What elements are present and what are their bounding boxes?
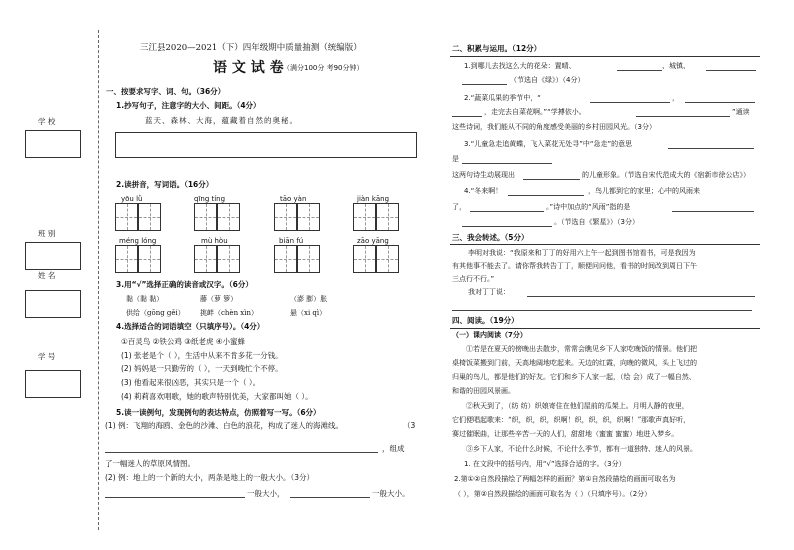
q3-option[interactable]: （澎 膨）胀: [290, 295, 328, 303]
q1-title: 1.抄写句子，注意字的大小、间距。（4分）: [116, 101, 261, 110]
q3-option[interactable]: 悬（xi qì）: [290, 309, 327, 317]
p2-q3d: 的儿童形象。（节选自宋代范成大的《宿新市徐公店》）: [582, 171, 750, 179]
school-label: 学 校: [38, 117, 56, 126]
q4-title: 4.选择适合的词语填空（只填序号）。（4分）: [116, 322, 265, 331]
char-box[interactable]: [297, 245, 320, 273]
p4-qa: 1. 在文段中的括号内，用“√”选择合适的字。（3分）: [464, 460, 626, 468]
number-label: 学 号: [38, 352, 56, 361]
q4-item[interactable]: (3) 他看起来很凶恶，其实只是一个（ ）。: [121, 378, 261, 387]
pinyin-2: qīng tíng: [194, 195, 226, 203]
p2-q4-blank[interactable]: [672, 211, 754, 212]
q3-title: 3.用“√”选择正确的读音或汉字。（6分）: [116, 280, 253, 289]
p3-text2: 有其他事不能去了。请你帮我转告丁丁，顺便问问他，看书的时间改到周日下午: [452, 262, 697, 270]
part2-heading: 二、积累与运用。（12分）: [452, 44, 542, 53]
p2-q2-blank[interactable]: [452, 116, 482, 117]
p2-q2e: 这些诗词，我们能从不同的角度感受美丽的乡村田园风光。（3分）: [452, 123, 656, 131]
p2-q3-blank[interactable]: [523, 179, 580, 180]
p2-q1-blank[interactable]: [462, 84, 507, 85]
p4-line: 赛过催眠曲，让那些辛苦一天的人们，甜甜地（蜜蜜 蜜蜜）地进入梦乡。: [452, 430, 679, 438]
copy-sentence-box[interactable]: [115, 132, 417, 158]
p2-q4a: 4.“冬来啊！: [464, 187, 503, 195]
name-label: 姓 名: [38, 271, 56, 280]
p2-q2a: 2.“蔬菜瓜果的季节中，“: [464, 94, 541, 102]
part2-divider: [450, 56, 760, 57]
p3-answer-line[interactable]: [527, 296, 755, 297]
char-box[interactable]: [274, 245, 297, 273]
number-field[interactable]: [25, 370, 81, 398]
p4-line: ①若是在夏天的傍晚出去散步，常常会瞧见乡下人家吃晚饭的情景。他们把: [466, 345, 697, 353]
part4-divider: [450, 328, 760, 329]
p4-qc: （ ），第②自然段描绘的画面可取名为（ ）（只填序号）。（2分）: [454, 490, 652, 498]
p2-q2-blank[interactable]: [636, 116, 730, 117]
p3-prompt: 我对丁丁说：: [468, 288, 510, 296]
score-info: （满分100分 考90分钟）: [283, 64, 364, 72]
p2-q4-blank[interactable]: [470, 211, 544, 212]
p2-q1b: 、城镇、: [662, 62, 690, 70]
exam-title: 三江县2020—2021（下）四年级期中质量抽测（统编版）: [140, 43, 362, 53]
char-box[interactable]: [115, 203, 138, 231]
p2-q4-blank[interactable]: [462, 226, 552, 227]
p3-text1: 李明对我说：“我原来和丁丁的好用六上午一起到图书馆看书，可是我因为: [468, 249, 696, 257]
p4-line: ③乡下人家，不论什么时候，不论什么季节，都有一道独特、迷人的风景。: [466, 445, 697, 453]
p4-line: 它们便唱起歌来：“织，织，织，织啊！织，织，织，织啊！”那歌声真好听，: [452, 416, 691, 424]
q4-options: ①百灵鸟 ②铁公鸡 ③纸老虎 ④小蜜蜂: [121, 337, 246, 346]
p4-line: 和谐的田园风景画。: [452, 387, 515, 395]
q5-answer-line[interactable]: [105, 452, 378, 453]
char-box[interactable]: [376, 203, 399, 231]
q4-item[interactable]: (4) 莉莉喜欢唱歌，她的歌声特别优美，大家都叫她（ ）。: [121, 392, 313, 401]
p2-q2c: ，走完去自菜花啊。”“学搏依小。: [484, 108, 586, 116]
p2-q4c: 了，: [452, 203, 466, 211]
p2-q3-blank[interactable]: [462, 163, 552, 164]
p2-q3-blank[interactable]: [668, 148, 754, 149]
pinyin-6: mù hòu: [201, 237, 228, 245]
q5-answer-line3[interactable]: [290, 497, 370, 498]
q2-title: 2.读拼音，写词语。（16分）: [116, 180, 214, 189]
q5-fill2b: 一般大小。: [372, 489, 410, 498]
q3-option[interactable]: 挑衅（chèn xìn）: [200, 309, 258, 317]
p2-q2d: ”通读: [732, 108, 750, 116]
q5-fill-tail: 了一幅迷人的草原风情图。: [105, 459, 195, 468]
char-box[interactable]: [138, 245, 161, 273]
char-box[interactable]: [353, 245, 376, 273]
p4-qb: 2.第①②自然段描绘了两幅怎样的画面？第①自然段描绘的画面可取名为: [454, 475, 676, 483]
p2-q1-source: （节选自《绿》）（4分）: [510, 76, 585, 84]
q4-item[interactable]: (1) 张老是个（ ），生活中从来不肯多花一分钱。: [121, 351, 283, 360]
p4-line: ②秋天到了，（纺 纺）织娘寄住在他们屋前的瓜架上。月明人静的夜里，: [466, 402, 689, 410]
p3-answer-line[interactable]: [452, 310, 752, 311]
p2-q1-blank[interactable]: [706, 70, 756, 71]
char-box[interactable]: [115, 245, 138, 273]
p2-q1: 1.到哪儿去找这么大的花朵：置晴、: [464, 62, 576, 70]
q5-answer-line2[interactable]: [105, 497, 245, 498]
q3-option[interactable]: 供给（gōng gěi）: [126, 309, 185, 317]
binding-fold-line: [98, 30, 99, 530]
p4-line: 归巢的鸟儿，都是他们的好友。它们和乡下人家一起，（绘 会）成了一幅自然、: [452, 373, 696, 381]
class-label: 班 别: [38, 229, 56, 238]
char-box[interactable]: [376, 245, 399, 273]
pinyin-5: méng lóng: [119, 237, 157, 245]
p2-q3c: 这两句诗生动展现出: [452, 171, 515, 179]
char-box[interactable]: [194, 203, 217, 231]
p3-text3: 三点行不行。”: [452, 275, 495, 283]
char-box[interactable]: [194, 245, 217, 273]
pinyin-8: zāo yāng: [357, 237, 389, 245]
pinyin-7: biān fú: [279, 237, 304, 245]
p2-q4-blank[interactable]: [508, 195, 584, 196]
part4-heading: 四、阅读。（19分）: [452, 316, 519, 325]
q5-score-note: （3: [403, 421, 416, 430]
q3-option[interactable]: 黏（黏 黏）: [126, 295, 164, 303]
char-box[interactable]: [217, 245, 240, 273]
char-box[interactable]: [138, 203, 161, 231]
p4-sub: （一）课内阅读（7分）: [452, 331, 527, 339]
part3-heading: 三、我会转述。（5分）: [452, 233, 529, 242]
part3-divider: [450, 244, 760, 245]
p4-line: 桌椅饭菜搬到门前，天高地阔地吃起来。天边的红霞，向晚的微风，头上飞过的: [452, 359, 697, 367]
p2-q2b: ，: [672, 94, 679, 102]
char-box[interactable]: [297, 203, 320, 231]
class-field[interactable]: [25, 242, 81, 270]
char-box[interactable]: [274, 203, 297, 231]
pinyin-4: jiàn kāng: [357, 195, 390, 203]
q3-option[interactable]: 藤（萝 箩）: [200, 295, 238, 303]
q5-fill-end: ，组成: [382, 444, 405, 453]
p2-q3b: 是: [452, 155, 459, 163]
q5-example2: (2) 例：地上的一个新的大小，两条是地上的一般大小。（3分）: [105, 473, 315, 482]
subject-title: 语 文 试 卷: [213, 60, 284, 76]
q4-item[interactable]: (2) 妈妈是一只勤劳的（ ），一天到晚忙个不停。: [121, 364, 283, 373]
char-box[interactable]: [353, 203, 376, 231]
pinyin-3: tāo yàn: [280, 195, 307, 203]
p2-q4e: 。（节选自《繁星》）（3分）: [554, 218, 639, 226]
name-field[interactable]: [25, 290, 81, 318]
part1-heading: 一、按要求写字、词、句。（36分）: [106, 87, 226, 96]
q5-title: 5.读一读例句，发现例句的表达特点，仿照着写一写。（6分）: [116, 408, 321, 417]
char-box[interactable]: [217, 203, 240, 231]
pinyin-1: yōu lǜ: [121, 195, 143, 203]
p2-q4d: 。”诗中加点的“风雨”指的是: [546, 203, 631, 211]
p2-q2-blank[interactable]: [685, 102, 755, 103]
q1-sentence: 蓝天、森林、大海，蕴藏着自然的奥秘。: [145, 116, 298, 125]
p2-q1-blank[interactable]: [617, 70, 662, 71]
school-field[interactable]: [25, 130, 81, 158]
q5-fill2a: 一般大小，: [247, 489, 285, 498]
p2-q2-blank[interactable]: [590, 102, 670, 103]
p2-q3a: 3.“儿童急走追黄蝶，飞入菜花无处寻”中“急走”的意思: [464, 140, 633, 148]
q5-example1: (1) 例：飞翔的海鸥、金色的沙滩、白色的浪花，构成了迷人的海滩线。: [105, 421, 344, 430]
p2-q4b: ，鸟儿都到它的家里；心中的风雨来: [588, 187, 700, 195]
